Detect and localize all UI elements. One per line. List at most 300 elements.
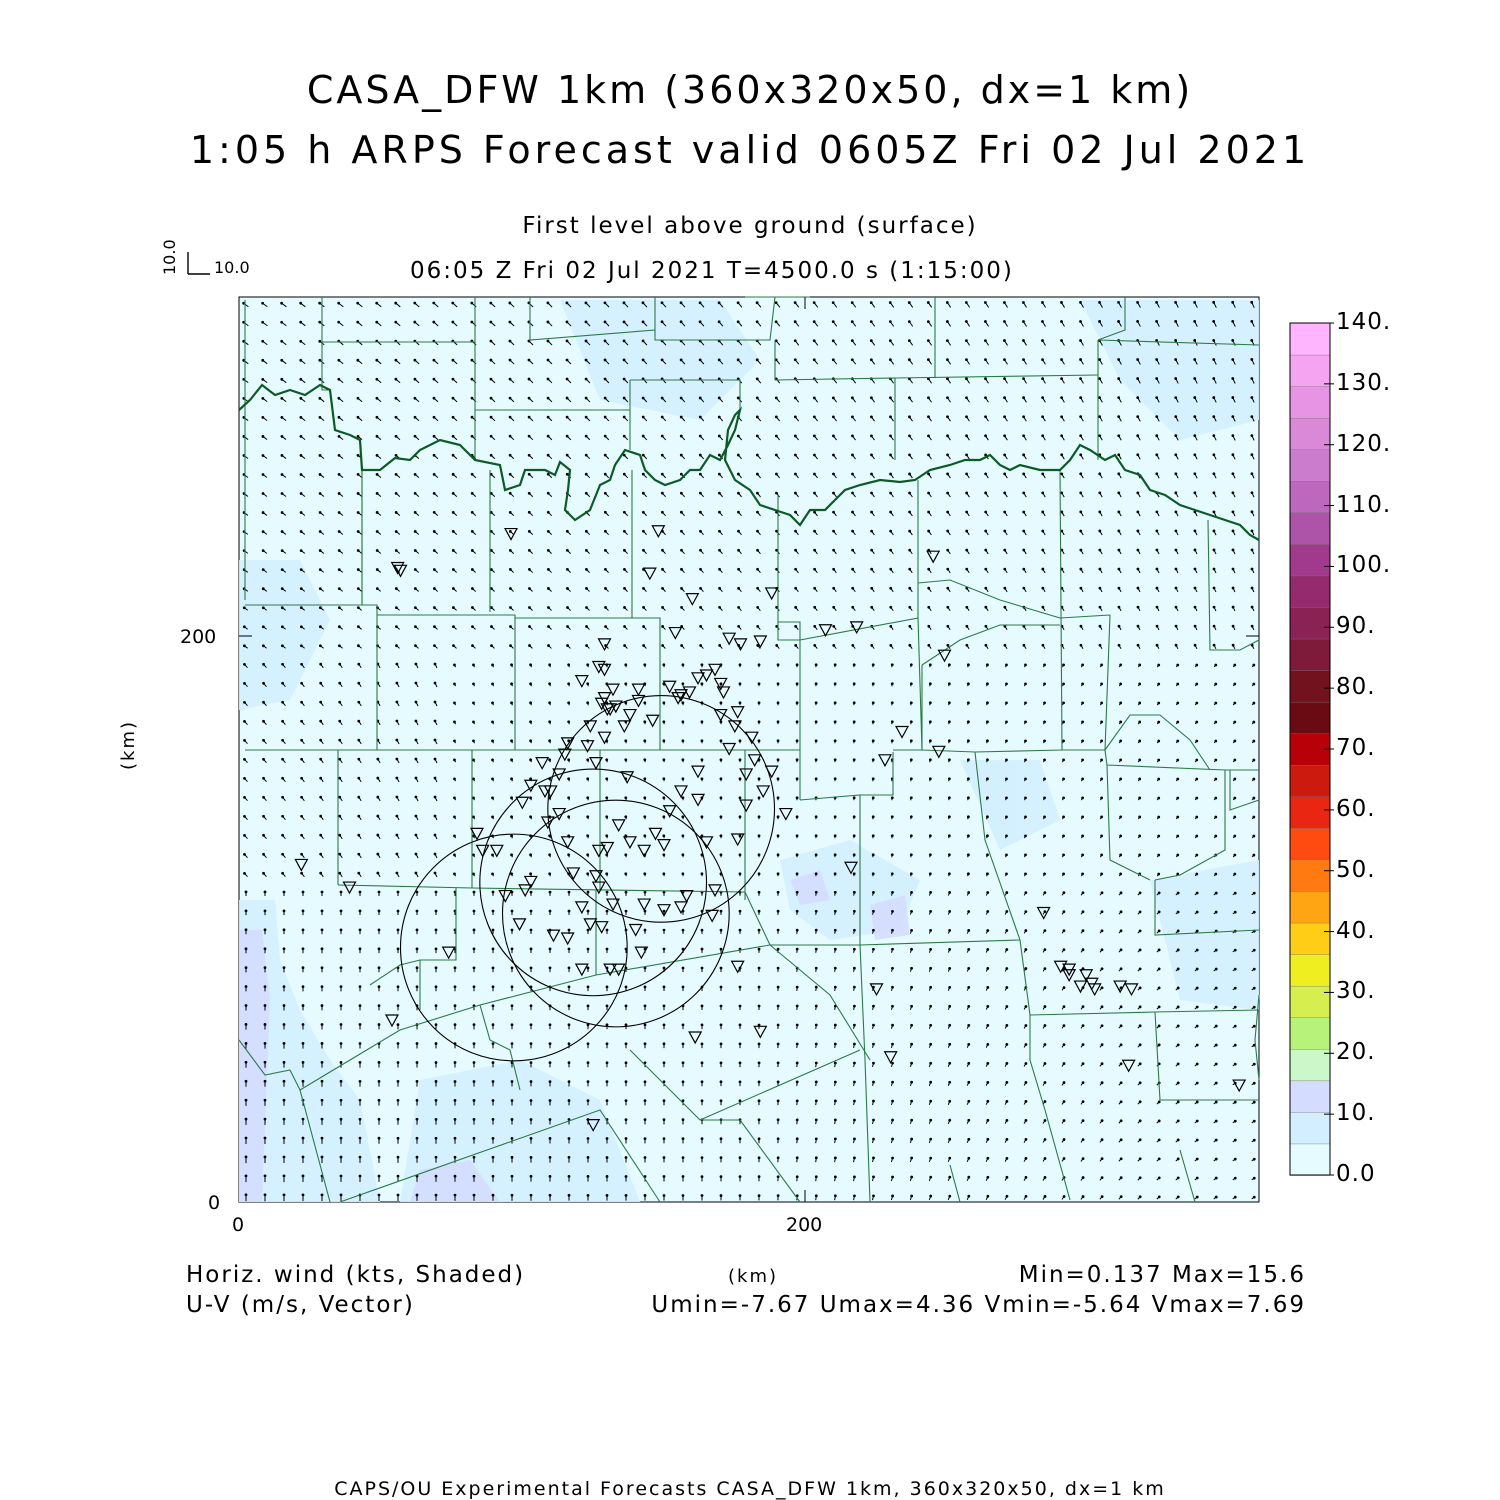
wind-vector-head <box>1061 378 1063 380</box>
wind-vector-head <box>625 1062 627 1064</box>
wind-vector-head <box>320 834 322 836</box>
wind-vector-head <box>473 816 475 818</box>
wind-vector-head <box>338 397 340 399</box>
wind-vector-head <box>966 378 968 380</box>
wind-vector-head <box>947 530 949 532</box>
wind-vector-head <box>987 721 989 723</box>
wind-vector-head <box>1025 1044 1027 1046</box>
wind-vector-head <box>530 1119 532 1121</box>
wind-vector-head <box>947 549 949 551</box>
wind-vector-head <box>300 302 302 304</box>
wind-vector-head <box>549 854 551 856</box>
wind-vector-head <box>873 967 875 969</box>
wind-vector-head <box>777 929 779 931</box>
wind-vector-head <box>833 435 835 437</box>
wind-vector-head <box>661 492 663 494</box>
wind-vector-head <box>262 321 264 323</box>
wind-vector-head <box>644 891 646 893</box>
wind-vector-head <box>834 721 836 723</box>
wind-vector-head <box>1063 664 1065 666</box>
wind-vector-head <box>815 664 817 666</box>
wind-vector-head <box>624 645 626 647</box>
wind-vector-head <box>1023 359 1025 361</box>
wind-vector-head <box>852 644 854 646</box>
wind-vector-head <box>930 1062 932 1064</box>
wind-vector-head <box>1177 1063 1179 1065</box>
wind-vector-head <box>473 702 475 704</box>
wind-vector-head <box>282 796 284 798</box>
wind-vector-head <box>1004 549 1006 551</box>
wind-vector-head <box>1044 854 1046 856</box>
wind-vector-head <box>1063 740 1065 742</box>
wind-vector-head <box>892 1157 894 1159</box>
wind-vector-head <box>433 550 435 552</box>
wind-vector-head <box>796 1024 798 1026</box>
wind-vector-head <box>549 1100 551 1102</box>
wind-vector-head <box>472 607 474 609</box>
wind-vector-head <box>509 340 511 342</box>
wind-vector-head <box>414 416 416 418</box>
wind-vector-head <box>1099 511 1101 513</box>
wind-vector-head <box>359 1099 361 1101</box>
wind-vector-head <box>547 359 549 361</box>
wind-vector-head <box>243 397 245 399</box>
wind-vector-head <box>568 702 570 704</box>
wind-vector-head <box>1175 606 1177 608</box>
wind-vector-head <box>492 702 494 704</box>
wind-vector-head <box>1251 359 1253 361</box>
wind-vector-head <box>321 891 323 893</box>
wind-vector-head <box>758 891 760 893</box>
wind-vector-head <box>1137 644 1139 646</box>
wind-vector-head <box>948 854 950 856</box>
wind-vector-head <box>720 778 722 780</box>
wind-vector-head <box>1101 1044 1103 1046</box>
wind-vector-head <box>509 397 511 399</box>
wind-vector-head <box>852 530 854 532</box>
wind-vector-head <box>264 910 266 912</box>
wind-vector-head <box>397 1005 399 1007</box>
wind-vector-head <box>757 645 759 647</box>
wind-vector-head <box>968 968 970 970</box>
wind-vector-head <box>892 1024 894 1026</box>
wind-vector-head <box>492 1062 494 1064</box>
wind-vector-head <box>795 645 797 647</box>
wind-vector-head <box>1139 664 1141 666</box>
wind-vector-head <box>1023 416 1025 418</box>
wind-vector-head <box>854 1081 856 1083</box>
wind-vector-head <box>834 891 836 893</box>
wind-vector-head <box>415 682 417 684</box>
wind-vector-head <box>832 397 834 399</box>
wind-vector-head <box>1215 1139 1217 1141</box>
wind-vector-head <box>1004 397 1006 399</box>
wind-vector-head <box>1004 492 1006 494</box>
wind-vector-head <box>395 378 397 380</box>
wind-vector-head <box>854 1119 856 1121</box>
wind-vector-head <box>892 1100 894 1102</box>
wind-vector-head <box>395 454 397 456</box>
wind-vector-head <box>1251 340 1253 342</box>
wind-vector-head <box>530 683 532 685</box>
wind-vector-head <box>1044 1120 1046 1122</box>
wind-vector-head <box>568 1043 570 1045</box>
wind-vector-head <box>300 321 302 323</box>
wind-vector-head <box>1025 683 1027 685</box>
wind-vector-head <box>281 302 283 304</box>
wind-vector-head <box>338 626 340 628</box>
wind-vector-head <box>1044 911 1046 913</box>
wind-vector-head <box>1006 911 1008 913</box>
wind-vector-head <box>587 797 589 799</box>
wind-vector-head <box>718 302 720 304</box>
wind-vector-head <box>682 1119 684 1121</box>
wind-vector-head <box>987 1081 989 1083</box>
wind-vector-head <box>566 435 568 437</box>
wind-vector-head <box>492 683 494 685</box>
wind-vector-head <box>815 986 817 988</box>
wind-vector-head <box>1080 568 1082 570</box>
wind-vector-head <box>834 816 836 818</box>
wind-vector-head <box>1042 530 1044 532</box>
wind-vector-head <box>319 435 321 437</box>
wind-vector-head <box>1177 873 1179 875</box>
wind-vector-head <box>625 854 627 856</box>
wind-vector-head <box>300 531 302 533</box>
wind-vector-head <box>530 778 532 780</box>
wind-vector-head <box>604 397 606 399</box>
wind-vector-head <box>795 454 797 456</box>
wind-vector-head <box>1023 511 1025 513</box>
wind-vector-head <box>949 911 951 913</box>
wind-vector-head <box>1061 530 1063 532</box>
wind-vector-head <box>378 1099 380 1101</box>
wind-vector-head <box>815 891 817 893</box>
wind-vector-head <box>416 891 418 893</box>
wind-vector-head <box>1196 702 1198 704</box>
wind-vector-head <box>1139 797 1141 799</box>
wind-vector-head <box>434 739 436 741</box>
wind-vector-head <box>454 664 456 666</box>
wind-vector-head <box>340 1099 342 1101</box>
wind-vector-head <box>262 588 264 590</box>
wind-vector-head <box>606 797 608 799</box>
wind-vector-head <box>891 816 893 818</box>
wind-vector-head <box>814 644 816 646</box>
wind-vector-head <box>283 1175 285 1177</box>
wind-vector-head <box>1137 454 1139 456</box>
wind-vector-head <box>930 967 932 969</box>
wind-vector-head <box>892 986 894 988</box>
wind-vector-head <box>281 607 283 609</box>
wind-vector-head <box>416 1118 418 1120</box>
wind-vector-head <box>452 473 454 475</box>
wind-vector-head <box>720 1081 722 1083</box>
wind-vector-head <box>1234 1101 1236 1103</box>
wind-vector-head <box>719 645 721 647</box>
wind-vector-head <box>985 454 987 456</box>
wind-vector-head <box>471 492 473 494</box>
wind-vector-head <box>777 891 779 893</box>
wind-vector-head <box>1004 302 1006 304</box>
wind-vector-head <box>833 492 835 494</box>
wind-vector-head <box>851 397 853 399</box>
wind-vector-head <box>244 777 246 779</box>
wind-vector-head <box>873 1043 875 1045</box>
wind-vector-head <box>605 607 607 609</box>
wind-vector-head <box>300 607 302 609</box>
wind-vector-head <box>834 740 836 742</box>
wind-vector-head <box>930 1157 932 1159</box>
wind-vector-head <box>434 796 436 798</box>
wind-vector-head <box>1253 892 1255 894</box>
wind-vector-head <box>681 645 683 647</box>
wind-vector-head <box>471 550 473 552</box>
wind-vector-head <box>777 1043 779 1045</box>
wind-vector-head <box>948 683 950 685</box>
wind-vector-head <box>892 1138 894 1140</box>
wind-vector-head <box>492 759 494 761</box>
wind-vector-head <box>338 435 340 437</box>
wind-vector-head <box>1082 892 1084 894</box>
wind-vector-head <box>699 454 701 456</box>
wind-vector-head <box>378 1118 380 1120</box>
wind-vector-head <box>587 948 589 950</box>
wind-vector-head <box>1120 892 1122 894</box>
wind-vector-head <box>604 378 606 380</box>
wind-vector-head <box>682 740 684 742</box>
wind-vector-head <box>1194 454 1196 456</box>
wind-vector-head <box>473 1156 475 1158</box>
wind-vector-head <box>871 473 873 475</box>
wind-vector-head <box>262 302 264 304</box>
wind-vector-head <box>300 436 302 438</box>
wind-vector-head <box>1025 664 1027 666</box>
wind-vector-head <box>262 607 264 609</box>
wind-vector-head <box>454 854 456 856</box>
wind-vector-head <box>472 645 474 647</box>
wind-vector-head <box>395 473 397 475</box>
wind-vector-head <box>339 777 341 779</box>
wind-vector-head <box>872 702 874 704</box>
wind-vector-head <box>416 967 418 969</box>
wind-vector-head <box>948 797 950 799</box>
wind-vector-head <box>756 397 758 399</box>
wind-vector-head <box>968 1043 970 1045</box>
wind-vector-head <box>644 1043 646 1045</box>
wind-vector-head <box>1215 911 1217 913</box>
wind-vector-head <box>1118 473 1120 475</box>
wind-vector-head <box>606 986 608 988</box>
wind-vector-head <box>1253 759 1255 761</box>
wind-vector-head <box>416 1156 418 1158</box>
wind-vector-head <box>300 397 302 399</box>
wind-vector-head <box>873 1100 875 1102</box>
wind-vector-head <box>378 967 380 969</box>
wind-vector-head <box>832 416 834 418</box>
wind-vector-head <box>359 1118 361 1120</box>
wind-vector-head <box>245 1042 247 1044</box>
wind-vector-head <box>1139 1082 1141 1084</box>
wind-vector-head <box>549 683 551 685</box>
wind-vector-head <box>928 644 930 646</box>
wind-vector-head <box>396 663 398 665</box>
wind-vector-head <box>930 1043 932 1045</box>
wind-vector-head <box>911 1043 913 1045</box>
wind-vector-head <box>911 910 913 912</box>
wind-vector-head <box>1194 587 1196 589</box>
wind-vector-head <box>319 397 321 399</box>
wind-vector-head <box>1025 778 1027 780</box>
wind-vector-head <box>434 645 436 647</box>
wind-vector-head <box>243 340 245 342</box>
wind-vector-head <box>873 1138 875 1140</box>
wind-vector-head <box>586 645 588 647</box>
wind-vector-head <box>909 435 911 437</box>
wind-vector-head <box>433 473 435 475</box>
wind-vector-head <box>283 891 285 893</box>
wind-vector-head <box>796 740 798 742</box>
wind-vector-head <box>433 435 435 437</box>
wind-vector-head <box>949 967 951 969</box>
wind-vector-head <box>1101 702 1103 704</box>
wind-vector-head <box>320 777 322 779</box>
wind-vector-head <box>1063 1025 1065 1027</box>
wind-vector-head <box>320 853 322 855</box>
wind-vector-head <box>530 1062 532 1064</box>
wind-vector-head <box>282 815 284 817</box>
wind-vector-head <box>473 929 475 931</box>
wind-vector-head <box>776 568 778 570</box>
wind-vector-head <box>757 492 759 494</box>
wind-vector-head <box>320 682 322 684</box>
wind-vector-head <box>587 759 589 761</box>
wind-vector-head <box>1156 530 1158 532</box>
wind-vector-head <box>359 1137 361 1139</box>
wind-vector-head <box>1006 1044 1008 1046</box>
wind-vector-head <box>471 359 473 361</box>
wind-vector-head <box>701 759 703 761</box>
wind-vector-head <box>832 302 834 304</box>
wind-vector-head <box>357 378 359 380</box>
wind-vector-head <box>1234 683 1236 685</box>
wind-vector-head <box>1232 568 1234 570</box>
wind-vector-head <box>414 512 416 514</box>
wind-vector-head <box>435 986 437 988</box>
wind-vector-head <box>376 588 378 590</box>
wind-vector-head <box>1042 340 1044 342</box>
wind-vector-head <box>738 492 740 494</box>
wind-vector-head <box>987 1119 989 1121</box>
wind-vector-head <box>948 778 950 780</box>
wind-vector-head <box>492 891 494 893</box>
wind-vector-head <box>263 834 265 836</box>
wind-vector-head <box>1139 1139 1141 1141</box>
wind-vector-head <box>796 910 798 912</box>
wind-vector-head <box>530 797 532 799</box>
wind-vector-head <box>928 606 930 608</box>
wind-vector-head <box>700 645 702 647</box>
wind-vector-head <box>1253 949 1255 951</box>
wind-vector-head <box>910 664 912 666</box>
wind-vector-head <box>1101 1139 1103 1141</box>
wind-vector-head <box>1213 568 1215 570</box>
wind-vector-head <box>378 1156 380 1158</box>
wind-vector-head <box>490 454 492 456</box>
wind-vector-head <box>568 1100 570 1102</box>
wind-vector-head <box>1082 778 1084 780</box>
wind-vector-head <box>511 1043 513 1045</box>
wind-vector-head <box>853 721 855 723</box>
wind-vector-head <box>1004 340 1006 342</box>
wind-vector-head <box>471 416 473 418</box>
wind-vector-head <box>377 777 379 779</box>
wind-vector-head <box>965 302 967 304</box>
wind-vector-head <box>359 986 361 988</box>
wind-vector-head <box>663 740 665 742</box>
wind-vector-head <box>320 758 322 760</box>
wind-vector-head <box>949 1081 951 1083</box>
wind-vector-head <box>871 606 873 608</box>
wind-vector-head <box>566 302 568 304</box>
wind-vector-head <box>1082 835 1084 837</box>
wind-vector-head <box>433 531 435 533</box>
wind-vector-head <box>1006 778 1008 780</box>
wind-vector-head <box>873 1157 875 1159</box>
wind-vector-head <box>243 378 245 380</box>
wind-vector-head <box>968 986 970 988</box>
wind-vector-head <box>663 967 665 969</box>
wind-vector-head <box>739 986 741 988</box>
wind-vector-head <box>1137 587 1139 589</box>
wind-vector-head <box>433 359 435 361</box>
wind-vector-head <box>264 1080 266 1082</box>
wind-vector-head <box>490 321 492 323</box>
wind-vector-head <box>1253 816 1255 818</box>
wind-vector-head <box>775 435 777 437</box>
wind-vector-head <box>376 435 378 437</box>
wind-vector-head <box>1177 683 1179 685</box>
wind-vector-head <box>681 549 683 551</box>
wind-vector-head <box>473 1100 475 1102</box>
wind-vector-head <box>1061 359 1063 361</box>
wind-vector-head <box>1234 778 1236 780</box>
wind-vector-head <box>1253 1120 1255 1122</box>
wind-vector-head <box>321 1118 323 1120</box>
wind-vector-head <box>796 1005 798 1007</box>
wind-vector-head <box>930 929 932 931</box>
wind-vector-head <box>300 550 302 552</box>
wind-vector-head <box>454 967 456 969</box>
wind-vector-head <box>1080 397 1082 399</box>
wind-vector-head <box>528 378 530 380</box>
wind-vector-head <box>701 1138 703 1140</box>
wind-vector-head <box>909 549 911 551</box>
wind-vector-head <box>1101 911 1103 913</box>
wind-vector-head <box>528 511 530 513</box>
wind-vector-head <box>415 815 417 817</box>
wind-vector-head <box>473 1118 475 1120</box>
wind-vector-head <box>663 1100 665 1102</box>
wind-vector-head <box>623 530 625 532</box>
wind-vector-head <box>454 1118 456 1120</box>
wind-vector-head <box>454 1137 456 1139</box>
wind-vector-head <box>1196 835 1198 837</box>
wind-vector-head <box>1251 320 1253 322</box>
wind-vector-head <box>966 416 968 418</box>
wind-vector-head <box>1099 378 1101 380</box>
wind-vector-head <box>1253 835 1255 837</box>
